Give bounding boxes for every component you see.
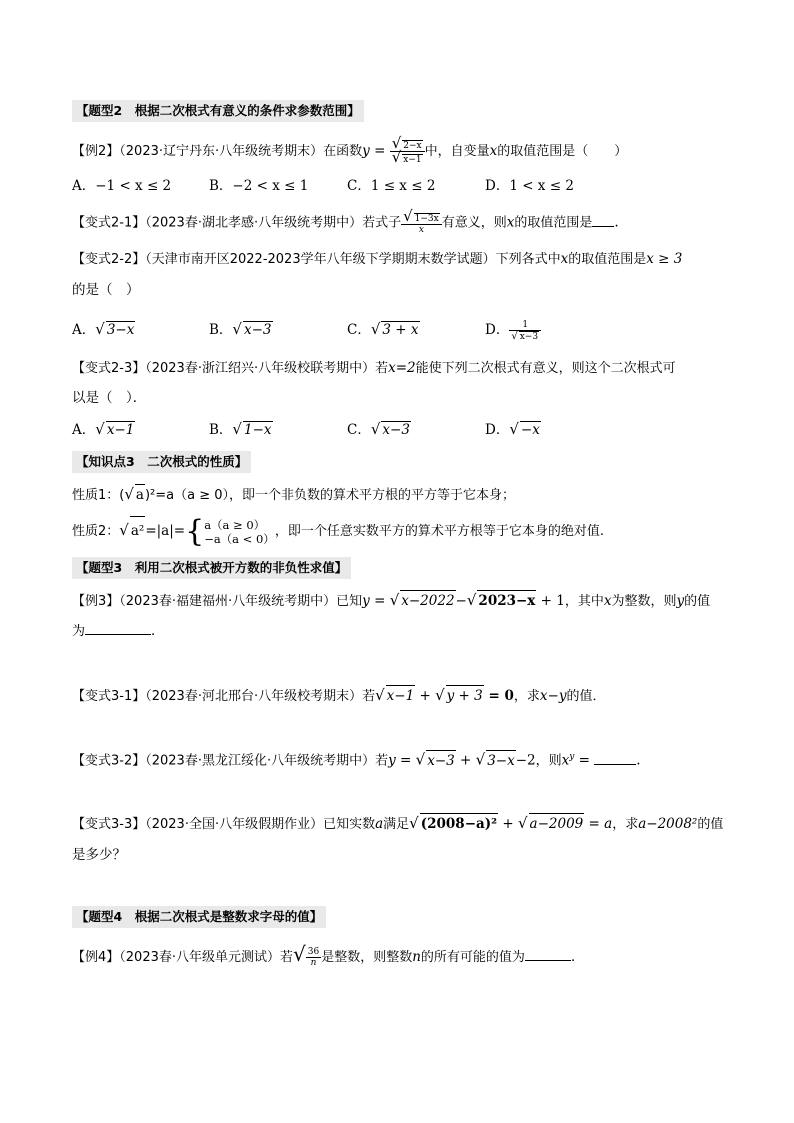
section-header-type2 <box>72 100 734 122</box>
option-a: A．√ x−1 <box>72 420 135 438</box>
option-c: C．1 ≤ x ≤ 2 <box>347 178 436 194</box>
variant-3-1-stem: 【变式3-1】（2023春·河北邢台·八年级校考期末）若√ x−1 + √ y + 3 = 0，求x−y的值． <box>72 686 606 704</box>
math-fraction <box>390 134 425 166</box>
variant-2-2-stem <box>72 249 734 270</box>
option-d: D． $\frac{1}{√ x-3}$ <box>485 318 541 342</box>
fraction-numerator: √ 2−x <box>390 138 425 152</box>
option-c: C．√ 3 + x <box>347 320 419 338</box>
math-fraction <box>401 207 442 235</box>
example-3-stem: 【例3】（2023春·福建福州·八年级统考期中）已知y = √ x−2022−√ 2023−x + 1，其中x为整数，则y的值 <box>72 591 711 609</box>
variant-text: （2023春·浙江绍兴·八年级校联考期中）若 <box>145 361 389 376</box>
option-d: D．√ −x <box>485 420 540 438</box>
section-header-label: 【题型4 根据二次根式是整数求字母的值】 <box>72 906 326 928</box>
answer-blank[interactable] <box>525 960 571 961</box>
variant-2-1-stem: 【变式2-1】（2023春·湖北孝感·八年级统考期中）若式子 $\frac{√ 1-3x}{x}$ 有意义，则x的取值范围是 . <box>72 207 619 235</box>
example-4-stem: 【例4】（2023春·八年级单元测试）若√ $\frac{36}{n}$ 是整数，则整数n的所有可能的值为 ． <box>72 942 585 968</box>
section-header-label: 【题型2 根据二次根式有意义的条件求参数范围】 <box>72 100 364 122</box>
section-header-type3 <box>72 557 734 579</box>
variant-text: （天津市南开区2022-2023学年八年级下学期期末数学试题）下列各式中 <box>145 252 561 267</box>
section-header-type4 <box>72 906 734 928</box>
math-fraction: $\frac{36}{n}$ <box>307 947 320 968</box>
option-c: C．√ x−3 <box>347 420 410 438</box>
fraction-denominator: x <box>418 225 424 235</box>
option-a: A．−1 < x ≤ 2 <box>72 178 172 194</box>
property-2: 性质2：√ a²=|a|={ a（a ≥ 0） −a（a < 0） ，即一个任意实数平方的算术平方根等于它本身的绝对值. <box>72 513 604 549</box>
math-var: x <box>489 143 498 159</box>
math-fraction: $\frac{1}{√ x-3}$ <box>509 320 541 342</box>
variant-3-3-stem: 【变式3-3】（2023·全国·八年级假期作业）已知实数a满足√ (2008−a)² + √ a−2009 = a，求a−2008²的值 <box>72 814 724 832</box>
option-d: D．1 < x ≤ 2 <box>485 178 574 194</box>
math-op: = <box>369 143 390 159</box>
answer-blank[interactable] <box>85 634 151 635</box>
math-var: y <box>362 143 370 159</box>
variant-text: 的取值范围是 <box>514 215 593 231</box>
property-1: 性质1：(√ a)²=a（a ≥ 0），即一个非负数的算术平方根的平方等于它本身； <box>72 485 516 503</box>
example-2-stem <box>72 134 734 166</box>
variant-2-3-line2: 以是（ ）． <box>72 390 147 406</box>
answer-blank[interactable] <box>592 226 614 227</box>
example-text: 中，自变量 <box>424 144 490 159</box>
fraction-denominator: √ x−1 <box>391 148 422 166</box>
math-var: x <box>560 251 569 267</box>
example-3-line2: 为 ． <box>72 623 165 639</box>
option-a: A．√ 3−x <box>72 320 135 338</box>
variant-3-3-line2: 是多少？ <box>72 847 126 863</box>
option-b: B．−2 < x ≤ 1 <box>209 178 309 194</box>
variant-tag: 【变式2-3】 <box>72 361 146 376</box>
variant-tag: 【变式2-1】 <box>72 215 146 231</box>
option-b: B．√ x−3 <box>209 320 272 338</box>
math-var: x <box>506 214 515 231</box>
variant-text: 能使下列二次根式有意义，则这个二次根式可 <box>415 361 676 376</box>
section-header-label: 【知识点3 二次根式的性质】 <box>72 451 251 473</box>
knowledge-header-3 <box>72 451 734 473</box>
example-text: 的取值范围是（ ） <box>497 144 628 159</box>
example-tag: 【例2】 <box>72 144 120 159</box>
math-condition: x=2 <box>388 360 416 376</box>
section-header-label: 【题型3 利用二次根式被开方数的非负性求值】 <box>72 557 351 579</box>
example-text: （2023·辽宁丹东·八年级统考期末）在函数 <box>119 144 363 159</box>
answer-blank[interactable] <box>594 764 636 765</box>
variant-tag: 【变式2-2】 <box>72 252 146 267</box>
variant-text: 的取值范围是 <box>568 252 647 267</box>
variant-2-3-stem <box>72 358 734 379</box>
variant-text: 有意义，则 <box>441 215 507 231</box>
variant-3-2-stem: 【变式3-2】（2023春·黑龙江绥化·八年级统考期中）若y = √ x−3 + √ 3−x−2，则$x^y$ = . <box>72 750 641 769</box>
fraction-numerator: √ 1−3x <box>401 211 442 225</box>
variant-text: （2023春·湖北孝感·八年级统考期中）若式子 <box>145 215 402 231</box>
option-b: B．√ 1−x <box>209 420 272 438</box>
piecewise-cases: a（a ≥ 0） −a（a < 0） <box>204 517 275 546</box>
variant-2-2-line2: 的是（ ） <box>72 282 140 298</box>
math-condition: x ≥ 3 <box>646 251 683 267</box>
